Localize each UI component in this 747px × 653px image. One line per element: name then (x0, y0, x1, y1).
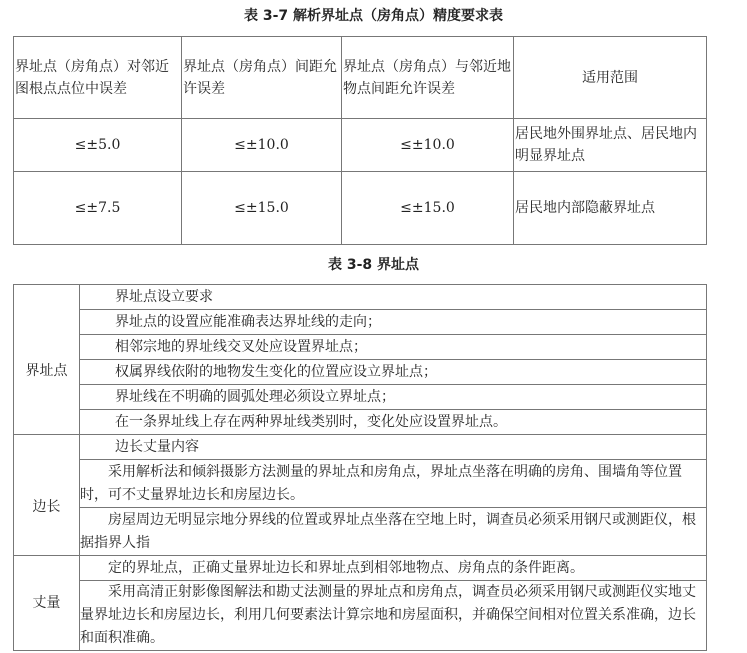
table-cell: ≤±10.0 (342, 119, 514, 172)
category-cell (14, 285, 80, 310)
table-cell (80, 581, 707, 651)
paragraph-text: 房屋周边无明显宗地分界线的位置或界址点坐落在空地上时，调查员必须采用钢尺或测距仪，根据指界人指 (80, 511, 696, 551)
table1-title: 表 3-7 解析界址点（房角点）精度要求表 (243, 8, 504, 24)
category-cell: 界址点 (14, 310, 80, 435)
table-cell: 在一条界址线上存在两种界址线类别时，变化处应设置界址点。 (80, 410, 707, 435)
table-row (14, 310, 707, 335)
table-cell: ≤±7.5 (14, 172, 182, 245)
table-cell (80, 460, 707, 508)
table-header-row (14, 37, 707, 119)
table-cell: 权属界线依附的地物发生变化的位置应设立界址点； (80, 360, 707, 385)
table-row (14, 360, 707, 385)
table-row (14, 119, 707, 172)
table-row (14, 460, 707, 508)
table-cell: ≤±10.0 (182, 119, 342, 172)
table-row (14, 435, 707, 460)
table-row (14, 285, 707, 310)
table-cell: 界址点设立要求 (80, 285, 707, 310)
table-cell: 界址点的设置应能准确表达界址线的走向； (80, 310, 707, 335)
table-row (14, 335, 707, 360)
table-cell: 界址线在不明确的圆弧处理必须设立界址点； (80, 385, 707, 410)
table-row (14, 556, 707, 581)
table-row (14, 410, 707, 435)
table-row (14, 385, 707, 410)
boundary-point-table (13, 284, 707, 651)
header-cell: 界址点（房角点）对邻近图根点点位中误差 (14, 37, 182, 119)
table-row (14, 581, 707, 651)
category-cell: 边长 (14, 460, 80, 556)
table-cell (80, 508, 707, 556)
table-cell: 相邻宗地的界址线交叉处应设置界址点； (80, 335, 707, 360)
category-cell (14, 435, 80, 460)
paragraph-text: 定的界址点，正确丈量界址边长和界址点到相邻地物点、房角点的条件距离。 (108, 559, 584, 576)
category-cell: 丈量 (14, 556, 80, 651)
table-cell: 居民地外围界址点、居民地内明显界址点 (514, 119, 707, 172)
table2-title: 表 3-8 界址点 (327, 257, 420, 273)
header-cell: 界址点（房角点）与邻近地物点间距允许误差 (342, 37, 514, 119)
table-cell: ≤±15.0 (182, 172, 342, 245)
table-cell: ≤±15.0 (342, 172, 514, 245)
table-cell: 边长丈量内容 (80, 435, 707, 460)
header-cell: 界址点（房角点）间距允许误差 (182, 37, 342, 119)
table-cell: ≤±5.0 (14, 119, 182, 172)
paragraph-text: 采用解析法和倾斜摄影方法测量的界址点和房角点，界址点坐落在明确的房角、围墙角等位置时，可不丈量界址边长和房屋边长。 (80, 463, 682, 503)
header-cell: 适用范围 (514, 37, 707, 119)
paragraph-text: 采用高清正射影像图解法和勘丈法测量的界址点和房角点，调查员必须采用钢尺或测距仪实地丈量界址边长和房屋边长，利用几何要素法计算宗地和房屋面积，并确保空间相对位置关系准确，边长和面积准确。 (80, 584, 696, 646)
table-row (14, 172, 707, 245)
table-cell (80, 556, 707, 581)
table-row (14, 508, 707, 556)
precision-table (13, 36, 707, 245)
table-cell: 居民地内部隐蔽界址点 (514, 172, 707, 245)
